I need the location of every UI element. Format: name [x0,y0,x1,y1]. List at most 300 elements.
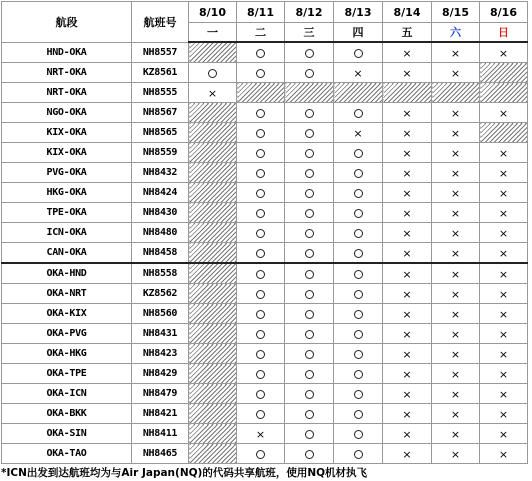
no-flight-cell [480,63,528,83]
cross-icon: × [498,347,509,361]
status-cell [285,404,334,424]
status-cell [383,284,432,304]
status-cell [285,203,334,223]
no-flight-cell [189,404,237,424]
cross-icon: × [498,186,509,200]
status-cell [432,123,480,143]
status-cell [480,404,528,424]
cross-icon: × [450,126,461,140]
status-cell [237,123,285,143]
status-cell [432,243,480,264]
circle-icon [305,149,314,158]
no-flight-cell [189,384,237,404]
status-cell [237,444,285,464]
cross-icon: × [498,367,509,381]
circle-icon [305,49,314,58]
status-cell [237,404,285,424]
status-cell [334,364,383,384]
status-cell [432,364,480,384]
no-flight-cell [189,183,237,203]
cross-icon: × [353,126,363,140]
status-cell [285,243,334,264]
route-cell: NRT-OKA [2,83,132,103]
cross-icon: × [402,407,412,421]
cross-icon: × [402,387,412,401]
table-row [2,324,528,344]
status-cell [334,123,383,143]
cross-icon: × [402,46,412,60]
status-cell [334,143,383,163]
no-flight-cell [189,263,237,284]
circle-icon [208,69,217,78]
flight-number-cell: NH8559 [132,143,189,163]
circle-icon [305,229,314,238]
route-cell: PVG-OKA [2,163,132,183]
status-cell [383,123,432,143]
status-cell [432,344,480,364]
status-cell [480,163,528,183]
no-flight-cell [189,243,237,264]
date-header: 8/13 [334,2,383,23]
flight-column-header: 航班号 [132,2,189,43]
cross-icon: × [402,427,412,441]
status-cell [480,243,528,264]
cross-icon: × [450,347,461,361]
cross-icon: × [402,267,412,281]
cross-icon: × [450,427,461,441]
status-cell [480,444,528,464]
circle-icon [305,310,314,319]
flight-number-cell: NH8565 [132,123,189,143]
status-cell [383,304,432,324]
flight-number-cell: NH8411 [132,424,189,444]
status-cell [237,143,285,163]
circle-icon [354,450,363,459]
status-cell [480,384,528,404]
circle-icon [305,290,314,299]
status-cell [334,42,383,63]
status-cell [383,143,432,163]
cross-icon: × [498,287,509,301]
circle-icon [256,229,265,238]
table-row [2,243,528,264]
circle-icon [256,129,265,138]
no-flight-cell [189,284,237,304]
cross-icon: × [402,66,412,80]
circle-icon [256,450,265,459]
date-header: 8/14 [383,2,432,23]
cross-icon: × [402,206,412,220]
circle-icon [256,49,265,58]
status-cell [383,364,432,384]
table-row [2,284,528,304]
status-cell [334,203,383,223]
cross-icon: × [402,246,412,260]
status-cell [285,344,334,364]
status-cell [383,384,432,404]
circle-icon [354,410,363,419]
circle-icon [305,350,314,359]
status-cell [480,284,528,304]
flight-number-cell: NH8430 [132,203,189,223]
status-cell [383,203,432,223]
status-cell [237,324,285,344]
table-row [2,384,528,404]
weekday-header: 二 [237,23,285,43]
status-cell [285,183,334,203]
cross-icon: × [402,226,412,240]
status-cell [480,42,528,63]
status-cell [285,63,334,83]
circle-icon [256,109,265,118]
no-flight-cell [189,304,237,324]
table-row [2,263,528,284]
circle-icon [305,370,314,379]
cross-icon: × [450,246,461,260]
circle-icon [256,350,265,359]
status-cell [334,183,383,203]
status-cell [285,42,334,63]
status-cell [480,223,528,243]
status-cell [334,404,383,424]
status-cell [383,324,432,344]
status-cell [383,424,432,444]
cross-icon: × [402,106,412,120]
status-cell [334,304,383,324]
flight-number-cell: KZ8562 [132,284,189,304]
status-cell [237,103,285,123]
route-cell: OKA-HND [2,263,132,284]
status-cell [237,63,285,83]
footnote: *ICN出发到达航班均为与Air Japan(NQ)的代码共享航班，使用NQ机材执飞 [1,467,368,479]
weekday-header: 五 [383,23,432,43]
circle-icon [354,370,363,379]
no-flight-cell [189,103,237,123]
route-cell: OKA-KIX [2,304,132,324]
circle-icon [354,249,363,258]
status-cell [237,42,285,63]
status-cell [334,324,383,344]
status-cell [432,223,480,243]
status-cell [285,444,334,464]
status-cell [432,304,480,324]
table-row [2,103,528,123]
date-header: 8/16 [480,2,528,23]
date-header: 8/15 [432,2,480,23]
no-flight-cell [189,424,237,444]
no-flight-cell [189,364,237,384]
circle-icon [256,370,265,379]
status-cell [237,203,285,223]
cross-icon: × [498,427,509,441]
status-cell [432,42,480,63]
route-cell: NGO-OKA [2,103,132,123]
circle-icon [305,209,314,218]
circle-icon [256,169,265,178]
route-cell: HND-OKA [2,42,132,63]
circle-icon [256,249,265,258]
status-cell [334,424,383,444]
status-cell [334,344,383,364]
status-cell [334,163,383,183]
cross-icon: × [402,347,412,361]
cross-icon: × [450,307,461,321]
status-cell [383,243,432,264]
route-cell: OKA-ICN [2,384,132,404]
status-cell [334,223,383,243]
status-cell [237,284,285,304]
circle-icon [305,189,314,198]
cross-icon: × [498,327,509,341]
status-cell [432,384,480,404]
no-flight-cell [189,203,237,223]
status-cell [383,63,432,83]
circle-icon [354,290,363,299]
status-cell [480,304,528,324]
circle-icon [354,49,363,58]
weekday-header: 日 [480,23,528,43]
weekday-header: 一 [189,23,237,43]
circle-icon [305,430,314,439]
no-flight-cell [189,123,237,143]
status-cell [334,444,383,464]
status-cell [237,304,285,324]
table-body [2,42,528,464]
circle-icon [256,330,265,339]
status-cell [237,424,285,444]
status-cell [383,344,432,364]
no-flight-cell [237,83,285,103]
date-header: 8/12 [285,2,334,23]
no-flight-cell [334,83,383,103]
cross-icon: × [402,447,412,461]
circle-icon [305,129,314,138]
table-row [2,364,528,384]
flight-number-cell: NH8458 [132,243,189,264]
flight-number-cell: NH8423 [132,344,189,364]
status-cell [480,344,528,364]
status-cell [334,384,383,404]
status-cell [383,163,432,183]
cross-icon: × [450,106,461,120]
circle-icon [256,270,265,279]
cross-icon: × [450,327,461,341]
no-flight-cell [189,444,237,464]
status-cell [285,143,334,163]
circle-icon [256,209,265,218]
route-cell: ICN-OKA [2,223,132,243]
circle-icon [305,390,314,399]
circle-icon [354,169,363,178]
status-cell [480,364,528,384]
cross-icon: × [402,367,412,381]
status-cell [432,263,480,284]
no-flight-cell [383,83,432,103]
circle-icon [354,149,363,158]
cross-icon: × [402,307,412,321]
no-flight-cell [189,344,237,364]
circle-icon [354,229,363,238]
circle-icon [256,390,265,399]
route-cell: OKA-TAO [2,444,132,464]
cross-icon: × [450,387,461,401]
status-cell [480,203,528,223]
status-cell [432,324,480,344]
cross-icon: × [450,447,461,461]
cross-icon: × [402,146,412,160]
status-cell [432,404,480,424]
no-flight-cell [189,143,237,163]
flight-number-cell: NH8479 [132,384,189,404]
status-cell [285,223,334,243]
cross-icon: × [498,447,509,461]
circle-icon [354,310,363,319]
status-cell [237,163,285,183]
cross-icon: × [402,287,412,301]
circle-icon [305,450,314,459]
status-cell [432,103,480,123]
circle-icon [305,330,314,339]
table-row [2,223,528,243]
circle-icon [305,249,314,258]
cross-icon: × [498,46,509,60]
circle-icon [305,69,314,78]
cross-icon: × [450,367,461,381]
flight-schedule-table [1,1,528,464]
status-cell [237,223,285,243]
status-cell [432,143,480,163]
circle-icon [305,169,314,178]
status-cell [432,203,480,223]
table-row [2,163,528,183]
route-cell: KIX-OKA [2,143,132,163]
flight-number-cell: NH8465 [132,444,189,464]
circle-icon [305,410,314,419]
status-cell [285,163,334,183]
cross-icon: × [402,166,412,180]
route-cell: OKA-TPE [2,364,132,384]
table-row [2,424,528,444]
status-cell [432,284,480,304]
cross-icon: × [450,46,461,60]
status-cell [383,223,432,243]
route-cell: OKA-NRT [2,284,132,304]
cross-icon: × [498,387,509,401]
status-cell [237,384,285,404]
route-cell: NRT-OKA [2,63,132,83]
status-cell [237,344,285,364]
status-cell [480,103,528,123]
table-row [2,83,528,103]
status-cell [237,243,285,264]
route-cell: KIX-OKA [2,123,132,143]
cross-icon: × [498,267,509,281]
status-cell [432,163,480,183]
cross-icon: × [450,267,461,281]
status-cell [334,284,383,304]
circle-icon [354,390,363,399]
status-cell [480,183,528,203]
status-cell [383,103,432,123]
circle-icon [354,350,363,359]
flight-number-cell: NH8558 [132,263,189,284]
table-row [2,203,528,223]
route-cell: TPE-OKA [2,203,132,223]
no-flight-cell [480,83,528,103]
cross-icon: × [450,186,461,200]
table-row [2,304,528,324]
route-cell: CAN-OKA [2,243,132,264]
cross-icon: × [498,307,509,321]
circle-icon [354,189,363,198]
circle-icon [256,149,265,158]
route-cell: OKA-HKG [2,344,132,364]
status-cell [285,284,334,304]
route-cell: OKA-PVG [2,324,132,344]
status-cell [480,424,528,444]
route-cell: HKG-OKA [2,183,132,203]
circle-icon [354,109,363,118]
table-row [2,42,528,63]
circle-icon [354,330,363,339]
circle-icon [256,410,265,419]
status-cell [334,63,383,83]
status-cell [432,444,480,464]
weekday-header: 六 [432,23,480,43]
status-cell [383,183,432,203]
cross-icon: × [498,106,509,120]
table-row [2,444,528,464]
cross-icon: × [450,166,461,180]
status-cell [285,263,334,284]
flight-number-cell: NH8567 [132,103,189,123]
status-cell [432,183,480,203]
status-cell [285,123,334,143]
table-row [2,123,528,143]
status-cell [285,384,334,404]
header-row-dates [2,2,528,23]
cross-icon: × [402,126,412,140]
status-cell [432,63,480,83]
circle-icon [256,69,265,78]
status-cell [285,304,334,324]
status-cell [334,103,383,123]
circle-icon [354,430,363,439]
no-flight-cell [432,83,480,103]
cross-icon: × [498,166,509,180]
no-flight-cell [189,163,237,183]
status-cell [285,364,334,384]
flight-number-cell: NH8560 [132,304,189,324]
status-cell [383,404,432,424]
circle-icon [256,310,265,319]
table-row [2,344,528,364]
cross-icon: × [402,327,412,341]
date-header: 8/10 [189,2,237,23]
table-row [2,143,528,163]
table-header [2,2,528,43]
status-cell [285,103,334,123]
circle-icon [305,270,314,279]
cross-icon: × [450,226,461,240]
status-cell [237,364,285,384]
circle-icon [305,109,314,118]
flight-number-cell: NH8421 [132,404,189,424]
cross-icon: × [207,86,218,100]
table-row [2,63,528,83]
no-flight-cell [189,42,237,63]
cross-icon: × [498,146,509,160]
